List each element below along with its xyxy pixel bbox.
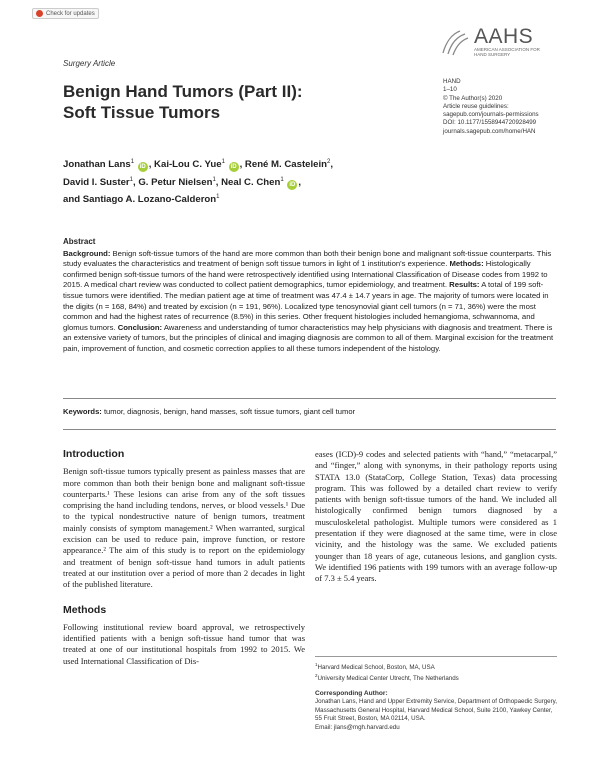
abstract-methods-text: Histologically confirmed benign soft-tissue tumors of the hand were retrospectively identified using International Classification of Disease codes from 1992 to 2015. A medical chart review was conducted to collect patient demographics, tumor epidemiology, and treatment. <box>63 259 548 290</box>
title-line-2: Soft Tissue Tumors <box>63 103 221 122</box>
abstract-background-label: Background: <box>63 248 111 258</box>
journal-meta-line: © The Author(s) 2020 <box>443 94 503 102</box>
abstract-text <box>63 249 556 355</box>
logo-subtitle: AMERICAN ASSOCIATION FOR HAND SURGERY <box>474 47 540 58</box>
title-line-1: Benign Hand Tumors (Part II): <box>63 82 303 101</box>
footnotes <box>315 656 557 732</box>
check-updates-label: Check for updates <box>46 10 95 17</box>
orcid-icon[interactable]: iD <box>230 164 237 171</box>
affiliation-sup: 2 <box>327 159 331 165</box>
affiliation-sup: 1 <box>221 159 225 165</box>
affiliation-text: Harvard Medical School, Boston, MA, USA <box>317 664 435 672</box>
abstract-block <box>63 237 556 355</box>
author-name: David I. Suster <box>63 176 130 188</box>
affiliation-text: University Medical Center Utrecht, The Netherlands <box>317 675 459 683</box>
methods-paragraph-continued: eases (ICD)-9 codes and selected patients with “hand,” “metacarpal,” and “finger,” along with synonyms, in their pathology reports using STATA 13.0 (StataCorp, College Station, Texas) data processing program. This was followed by a detailed chart review to verify patients with benign soft-tissue tumors of the hand. We included all histologically confirmed benign tumors diagnosed by a musculoskeletal pathologist. Multiple tumors were considered as 1 presentation if they were diagnosed at the same time, were in close vicinity, and the histology was the same. We excluded patients younger than 18 years of age, cutaneous lesions, and ganglion cysts. We identified 196 patients with 199 tumors with an average follow-up of 7.3 ± 5.4 years. <box>315 449 557 584</box>
author-name: , Neal C. Chen <box>215 176 281 188</box>
author-line-3 <box>63 190 443 208</box>
journal-meta-link[interactable]: journals.sagepub.com/home/HAN <box>443 127 536 135</box>
keywords-text: tumor, diagnosis, benign, hand masses, soft tissue tumors, giant cell tumor <box>101 407 356 416</box>
aahs-logo <box>440 26 544 58</box>
methods-paragraph: Following institutional review board approval, we retrospectively identified patients with a benign soft-tissue hand tumor that was treated at one of our institutional hospitals from 1992 to 2015. We used International Classification of Dis- <box>63 621 305 666</box>
abstract-methods-label: Methods: <box>449 259 484 269</box>
author-name: , Kai-Lou C. Yue <box>148 159 222 171</box>
affiliation-sup: 1 <box>129 176 133 183</box>
abstract-results-text: A total of 199 soft-tissue tumors were identified. The median patient age at time of treatment was 47.4 ± 14.7 years in age. The majority of tumors were located in the digits (n = 168, 84%) and treated by excision (n = 191, 96%). Localized type tenosynovial giant cell tumors (n = 71, 36%) were the most common and had the highest rates of recurrence (8.5%) in this series. Other frequent histologies included hemangioma, schwannoma, and glomus tumors. <box>63 280 549 332</box>
article-title <box>63 81 423 123</box>
journal-meta-line: HAND <box>443 78 461 85</box>
divider <box>63 398 556 399</box>
aahs-logo-mark-icon <box>440 28 470 56</box>
journal-meta-line: 1–10 <box>443 86 457 94</box>
journal-meta-doi[interactable]: DOI: 10.1177/1558944720928499 <box>443 119 537 127</box>
divider <box>63 429 556 430</box>
journal-meta <box>443 78 539 136</box>
corresponding-author-text: Jonathan Lans, Hand and Upper Extremity Service, Department of Orthopaedic Surgery, Massachusetts General Hospital, Harvard Medical School, Suite 2100, Yawkey Center, 55 Fruit Street, Boston, MA 02114, USA. <box>315 698 558 723</box>
keywords-label: Keywords: <box>63 407 102 416</box>
journal-meta-link[interactable]: sagepub.com/journals-permissions <box>443 111 539 119</box>
abstract-conclusion-label: Conclusion: <box>117 322 163 332</box>
corresponding-author-email[interactable]: Email: jlans@mgh.harvard.edu <box>315 723 400 731</box>
keywords-line <box>63 407 556 416</box>
abstract-results-label: Results: <box>449 280 480 290</box>
author-line-2: David I. Suster$^1$, G. Petur Nielsen$^1$, Neal C. Chen$^1$ iD , <box>63 176 301 188</box>
affiliation-2 <box>315 672 557 683</box>
author-name: Jonathan Lans <box>63 159 131 171</box>
affiliation-sup: 2 <box>315 673 318 679</box>
author-name: , René M. Castelein <box>239 159 328 171</box>
abstract-heading: Abstract <box>63 237 96 246</box>
footnote-divider <box>315 656 557 657</box>
orcid-icon[interactable]: iD <box>289 181 296 188</box>
affiliation-sup: 1 <box>130 159 135 165</box>
affiliation-sup: 1 <box>212 176 216 183</box>
orcid-icon[interactable]: iD <box>139 164 146 171</box>
affiliation-sup: 1 <box>216 194 220 201</box>
author-name: and Santiago A. Lozano-Calderon <box>63 194 217 206</box>
body-column-right <box>315 449 557 585</box>
body-column-left <box>63 449 305 667</box>
affiliation-1 <box>315 661 557 672</box>
author-name: , G. Petur Nielsen <box>133 176 213 188</box>
article-type-label: Surgery Article <box>63 59 116 68</box>
author-line-1: Jonathan Lans$^1$ iD , Kai-Lou C. Yue$^1$ iD , René M. Castelein$^2$, <box>63 159 334 171</box>
author-list <box>63 155 443 208</box>
abstract-conclusion-text: Awareness and understanding of tumor characteristics may help physicians with diagnosis and treatment. There is an extensive variety of tumors, but the principles of clinical and imaging diagnosis are common to all of them. Marginal excision for the treatment pain, improvement of function, and cosmetic correction applies to all these tumors independent of the histology. <box>63 322 554 353</box>
check-updates-icon <box>36 10 43 17</box>
affiliation-sup: 1 <box>280 176 284 183</box>
journal-meta-line: Article reuse guidelines: <box>443 102 509 110</box>
introduction-heading: Introduction <box>63 448 125 460</box>
abstract-background-text: Benign soft-tissue tumors of the hand are more common than both their benign bone and malignant soft-tissue counterparts. This study evaluates the characteristics and treatment of benign soft tissue tumors in light of 1 institution's experience. <box>63 248 552 269</box>
introduction-paragraph: Benign soft-tissue tumors typically present as painless masses that are more common than both their benign bone and malignant soft-tissue counterparts.¹ These lesions can arise from any of the soft tissues comprising the hand including tendons, nerves, or blood vessels.¹ Due to the typical nondestructive nature of benign tumors, treatment mainly consists of symptom management.² When warranted, surgical excision can be used to reduce pain, improve function, or restore appearance.² The aim of this study is to report on the epidemiology and treatment of benign soft-tissue hand tumors in adult patients treated at our institution over a period of more than 2 decades in light of the published literature. <box>63 466 305 590</box>
corresponding-author-heading: Corresponding Author: <box>315 689 388 697</box>
affiliation-sup: 1 <box>315 662 318 667</box>
check-for-updates-badge[interactable] <box>32 8 99 19</box>
methods-heading: Methods <box>63 603 107 616</box>
logo-name: AAHS <box>474 25 534 48</box>
